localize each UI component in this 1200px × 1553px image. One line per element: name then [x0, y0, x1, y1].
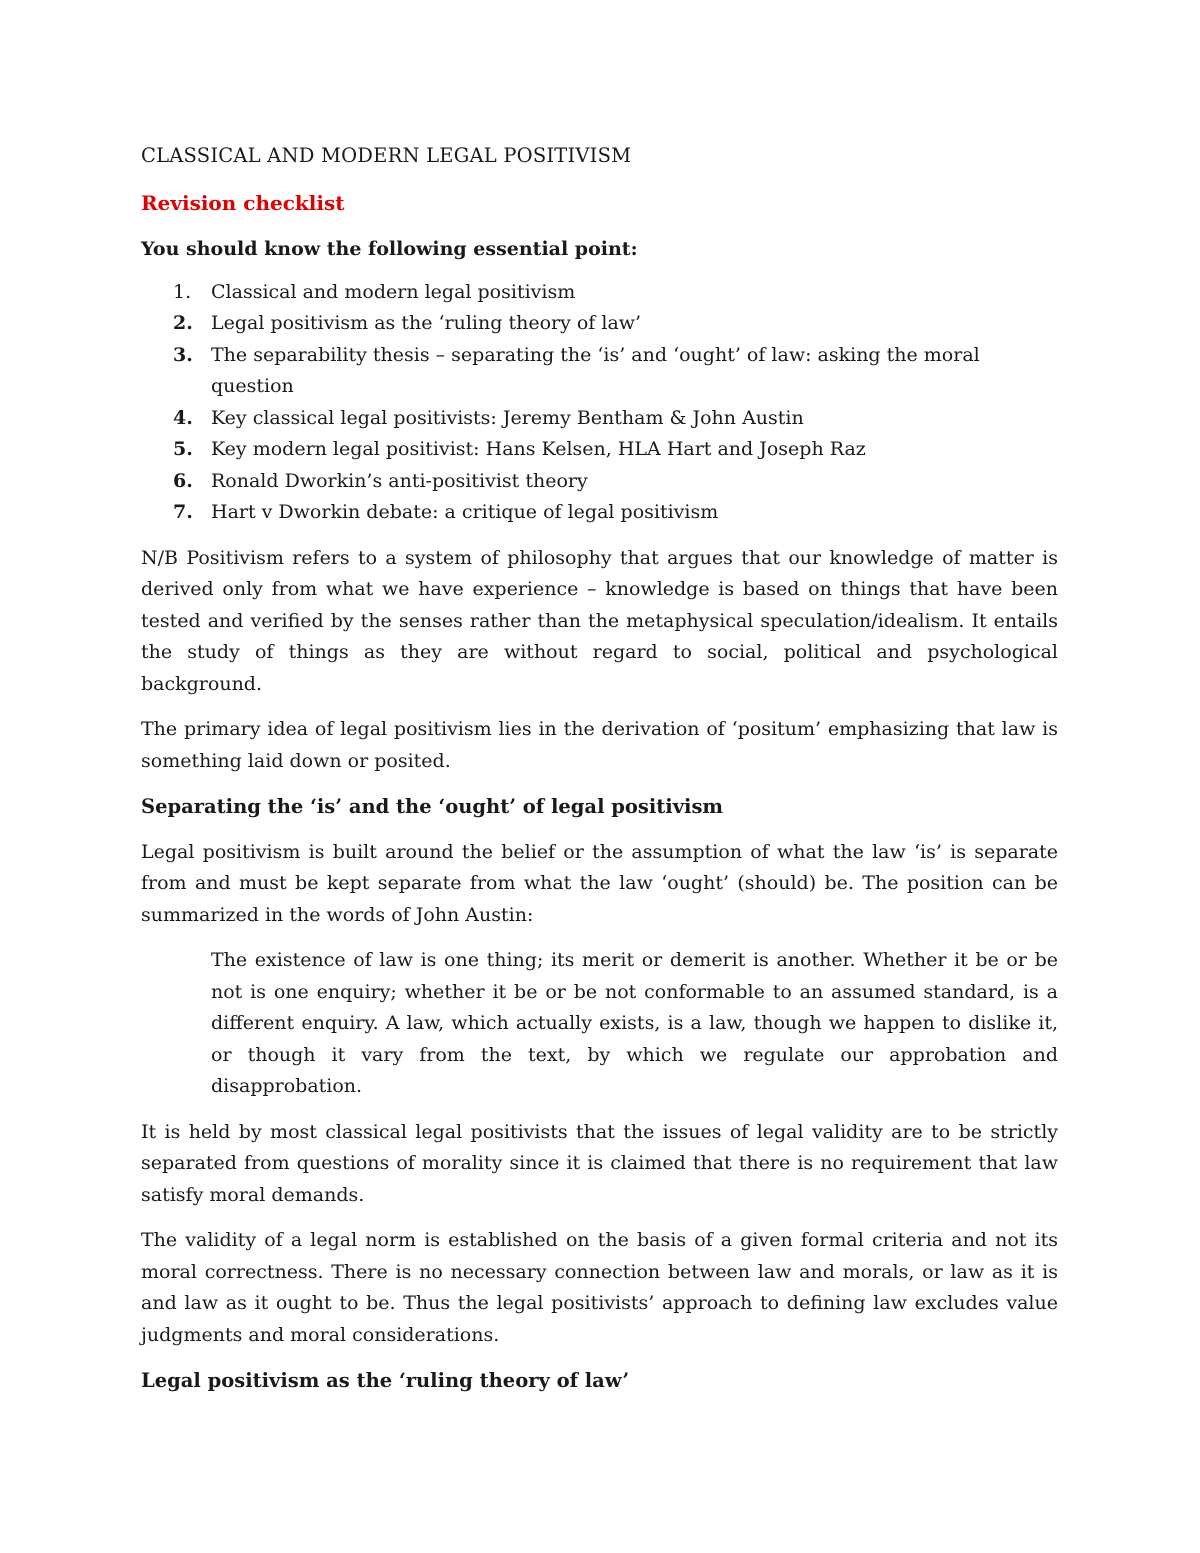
paragraph-legal-norm: The validity of a legal norm is established on the basis of a given formal criteria and not its moral correctness. There is no necessary connection between law and morals, or law as it is and law as it ought to be. Thus the legal positivists’ approach to defining law excludes value judgments and moral considerations.	[141, 1229, 1058, 1346]
list-item	[141, 340, 1058, 403]
list-item-number: 6.	[173, 469, 193, 492]
list-item-text: Key modern legal positivist: Hans Kelsen, HLA Hart and Joseph Raz	[211, 438, 866, 460]
section-heading-is-ought: Separating the ‘is’ and the ‘ought’ of legal positivism	[141, 795, 724, 818]
checklist-intro: You should know the following essential point:	[141, 238, 638, 260]
revision-checklist-heading: Revision checklist	[141, 190, 345, 215]
list-item	[141, 497, 1058, 529]
list-item-number: 4.	[173, 406, 193, 429]
section-heading-ruling-theory: Legal positivism as the ‘ruling theory of law’	[141, 1369, 630, 1392]
list-item-text: Key classical legal positivists: Jeremy Bentham & John Austin	[211, 406, 804, 429]
list-item	[141, 308, 1058, 340]
list-item-number: 3.	[173, 343, 193, 366]
list-item	[141, 277, 1058, 309]
list-item-number: 5.	[173, 438, 193, 460]
document-page	[141, 140, 1058, 1411]
paragraph-legal-validity: It is held by most classical legal positivists that the issues of legal validity are to be strictly separated from questions of morality since it is claimed that there is no requirement that law satisfy moral demands.	[141, 1120, 1058, 1206]
paragraph-positum: The primary idea of legal positivism lies in the derivation of ‘positum’ emphasizing that law is something laid down or posited.	[141, 718, 1058, 772]
document-title: CLASSICAL AND MODERN LEGAL POSITIVISM	[141, 144, 632, 167]
list-item-number: 2.	[173, 312, 193, 334]
list-item-text: Hart v Dworkin debate: a critique of legal positivism	[211, 501, 719, 523]
list-item-text: Legal positivism as the ‘ruling theory of law’	[211, 312, 642, 334]
austin-quote: The existence of law is one thing; its merit or demerit is another. Whether it be or be not is one enquiry; whether it be or be not conformable to an assumed standard, is a different enquiry. A law, which actually exists, is a law, though we happen to dislike it, or though it vary from the text, by which we regulate our approbation and disapprobation.	[211, 949, 1058, 1097]
list-item	[141, 466, 1058, 498]
list-item-text: Ronald Dworkin’s anti-positivist theory	[211, 469, 588, 492]
paragraph-positivism-definition: N/B Positivism refers to a system of philosophy that argues that our knowledge of matter is derived only from what we have experience – knowledge is based on things that have been tested and verified by the senses rather than the metaphysical speculation/idealism. It entails the study of things as they are without regard to social, political and psychological background.	[141, 546, 1058, 695]
list-item-text: Classical and modern legal positivism	[211, 280, 576, 303]
list-item-number: 1.	[173, 280, 192, 303]
checklist-list	[141, 277, 1058, 529]
list-item	[141, 403, 1058, 435]
list-item-number: 7.	[173, 501, 193, 523]
paragraph-is-ought-intro: Legal positivism is built around the belief or the assumption of what the law ‘is’ is separate from and must be kept separate from what the law ‘ought’ (should) be. The position can be summarized in the words of John Austin:	[141, 840, 1058, 926]
list-item	[141, 434, 1058, 466]
list-item-text: The separability thesis – separating the ‘is’ and ‘ought’ of law: asking the moral question	[211, 343, 980, 397]
